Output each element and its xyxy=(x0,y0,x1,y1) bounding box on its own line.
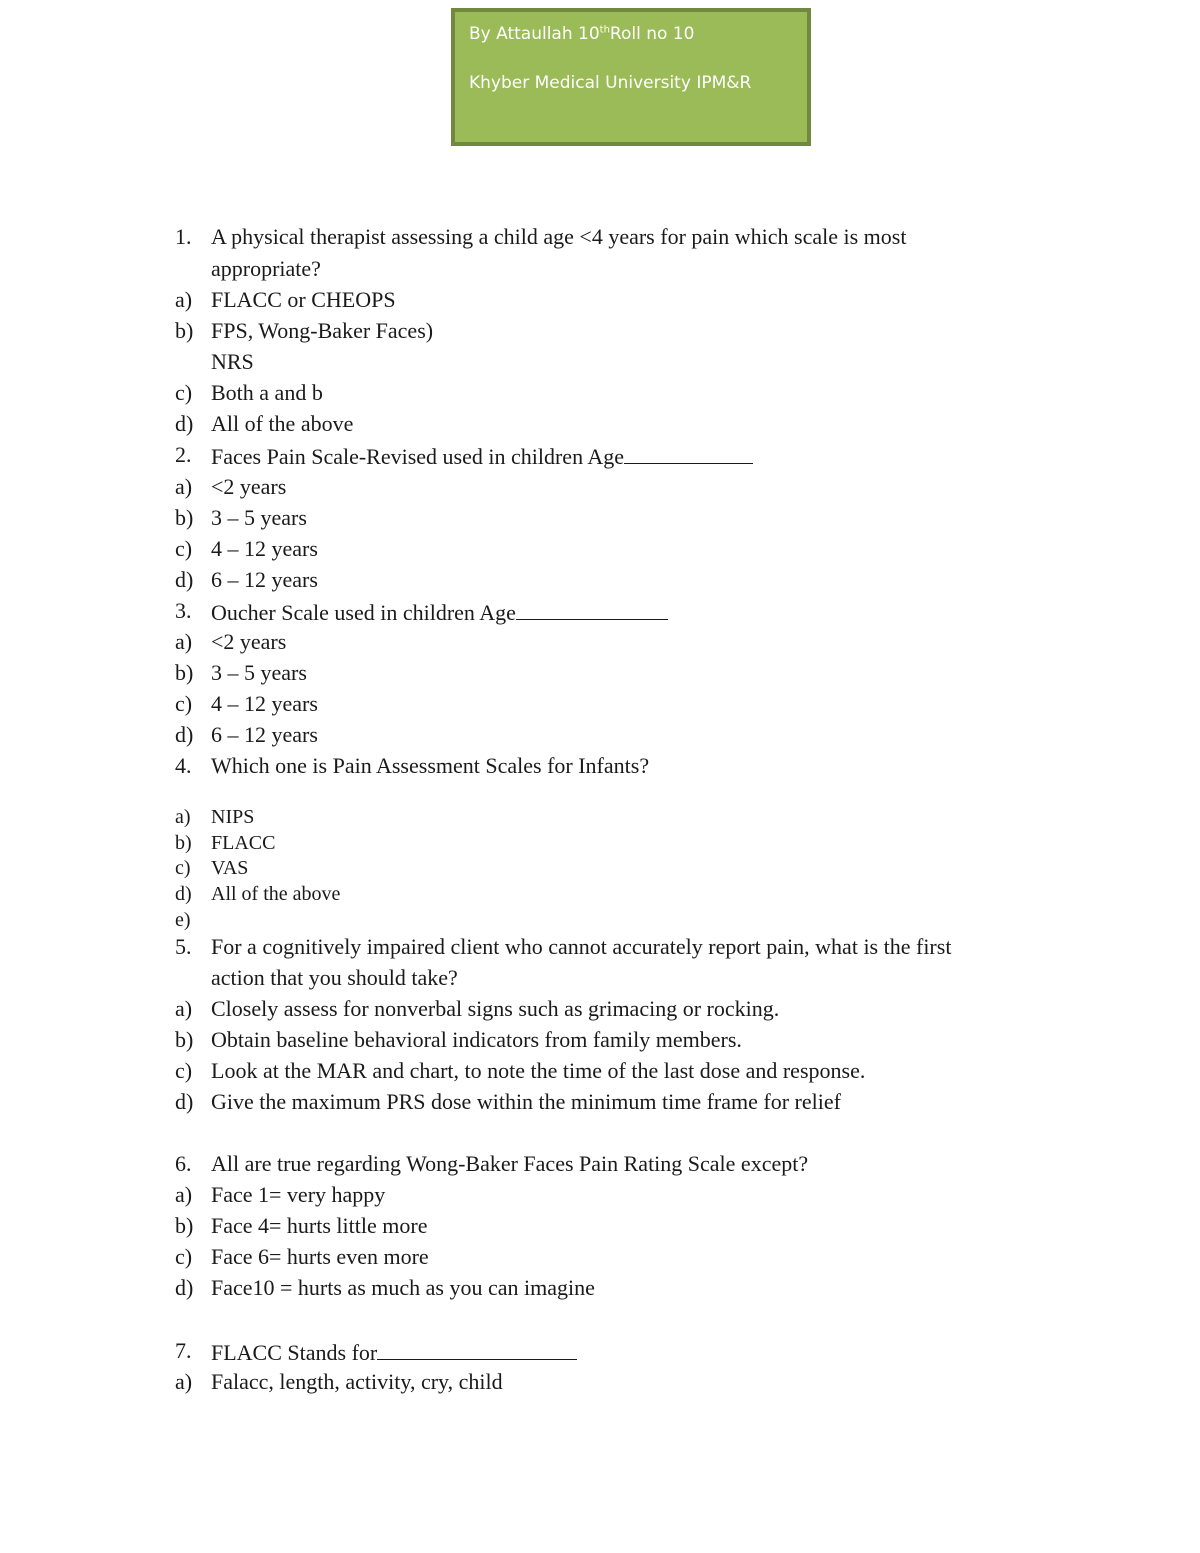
option-text: Look at the MAR and chart, to note the time of the last dose and response. xyxy=(211,1058,866,1083)
option-text: 4 – 12 years xyxy=(211,691,318,716)
option-text: <2 years xyxy=(211,474,287,499)
option-marker: c) xyxy=(175,691,193,716)
option-marker: c) xyxy=(175,1058,193,1083)
option-marker: b) xyxy=(175,832,192,854)
author-line xyxy=(469,24,694,44)
option-text: All of the above xyxy=(211,411,354,436)
option-text: Closely assess for nonverbal signs such as grimacing or rocking. xyxy=(211,996,780,1021)
option-marker: b) xyxy=(175,660,194,685)
option-text: Face 1= very happy xyxy=(211,1182,386,1207)
option-marker: a) xyxy=(175,1182,193,1207)
question-text: All are true regarding Wong-Baker Faces Pain Rating Scale except? xyxy=(211,1151,809,1176)
question-text: Oucher Scale used in children Age xyxy=(211,600,516,625)
question-text: FLACC Stands for xyxy=(211,1340,378,1365)
option-text: Both a and b xyxy=(211,380,323,405)
option-text: NIPS xyxy=(211,806,255,828)
question-text-wrap xyxy=(211,443,753,469)
option-marker: c) xyxy=(175,857,191,879)
option-marker: d) xyxy=(175,1089,194,1114)
author-header-box xyxy=(451,8,811,146)
option-text: Face 4= hurts little more xyxy=(211,1213,428,1238)
option-text: <2 years xyxy=(211,629,287,654)
question-text-wrap xyxy=(211,1339,577,1365)
question-number: 7. xyxy=(175,1338,192,1363)
question-text: action that you should take? xyxy=(211,965,458,990)
institution-name: Khyber Medical University IPM&R xyxy=(469,73,752,93)
option-marker: b) xyxy=(175,1027,194,1052)
option-text: FLACC xyxy=(211,832,276,854)
question-text: Faces Pain Scale-Revised used in children Age xyxy=(211,444,625,469)
option-text: NRS xyxy=(211,349,254,374)
option-marker: a) xyxy=(175,806,191,828)
option-marker: a) xyxy=(175,474,193,499)
question-text-wrap xyxy=(211,599,668,625)
option-marker: d) xyxy=(175,1275,194,1300)
option-marker: c) xyxy=(175,1244,193,1269)
question-number: 4. xyxy=(175,753,192,778)
option-marker: a) xyxy=(175,1369,193,1394)
option-text: 3 – 5 years xyxy=(211,505,307,530)
author-superscript: th xyxy=(599,24,610,36)
option-marker: c) xyxy=(175,380,193,405)
question-text: A physical therapist assessing a child age <4 years for pain which scale is most xyxy=(211,224,907,249)
option-marker: b) xyxy=(175,1213,194,1238)
option-text: Give the maximum PRS dose within the minimum time frame for relief xyxy=(211,1089,841,1114)
option-text: FPS, Wong-Baker Faces) xyxy=(211,318,434,343)
option-marker: a) xyxy=(175,287,193,312)
author-roll: Roll no 10 xyxy=(609,24,695,44)
option-marker: e) xyxy=(175,909,191,931)
option-marker: a) xyxy=(175,996,193,1021)
answer-blank xyxy=(377,1339,577,1360)
option-marker: b) xyxy=(175,318,194,343)
option-marker: c) xyxy=(175,536,193,561)
option-text: 4 – 12 years xyxy=(211,536,318,561)
option-marker: d) xyxy=(175,722,194,747)
option-text: Face 6= hurts even more xyxy=(211,1244,429,1269)
answer-blank xyxy=(624,443,753,464)
option-text: Falacc, length, activity, cry, child xyxy=(211,1369,503,1394)
option-text: 3 – 5 years xyxy=(211,660,307,685)
option-text: 6 – 12 years xyxy=(211,722,318,747)
option-marker: d) xyxy=(175,567,194,592)
option-text: Face10 = hurts as much as you can imagine xyxy=(211,1275,595,1300)
question-number: 5. xyxy=(175,934,192,959)
option-text: FLACC or CHEOPS xyxy=(211,287,396,312)
option-text: 6 – 12 years xyxy=(211,567,318,592)
option-marker: a) xyxy=(175,629,193,654)
question-number: 6. xyxy=(175,1151,192,1176)
question-number: 2. xyxy=(175,442,192,467)
question-number: 1. xyxy=(175,224,192,249)
author-name: By Attaullah 10 xyxy=(469,24,600,44)
option-text: VAS xyxy=(211,857,249,879)
answer-blank xyxy=(516,599,668,620)
option-marker: d) xyxy=(175,883,192,905)
option-marker: d) xyxy=(175,411,194,436)
question-text: Which one is Pain Assessment Scales for Infants? xyxy=(211,753,650,778)
question-number: 3. xyxy=(175,598,192,623)
question-text: For a cognitively impaired client who cannot accurately report pain, what is the first xyxy=(211,934,952,959)
option-text: All of the above xyxy=(211,883,341,905)
question-text: appropriate? xyxy=(211,256,321,281)
option-marker: b) xyxy=(175,505,194,530)
option-text: Obtain baseline behavioral indicators from family members. xyxy=(211,1027,742,1052)
